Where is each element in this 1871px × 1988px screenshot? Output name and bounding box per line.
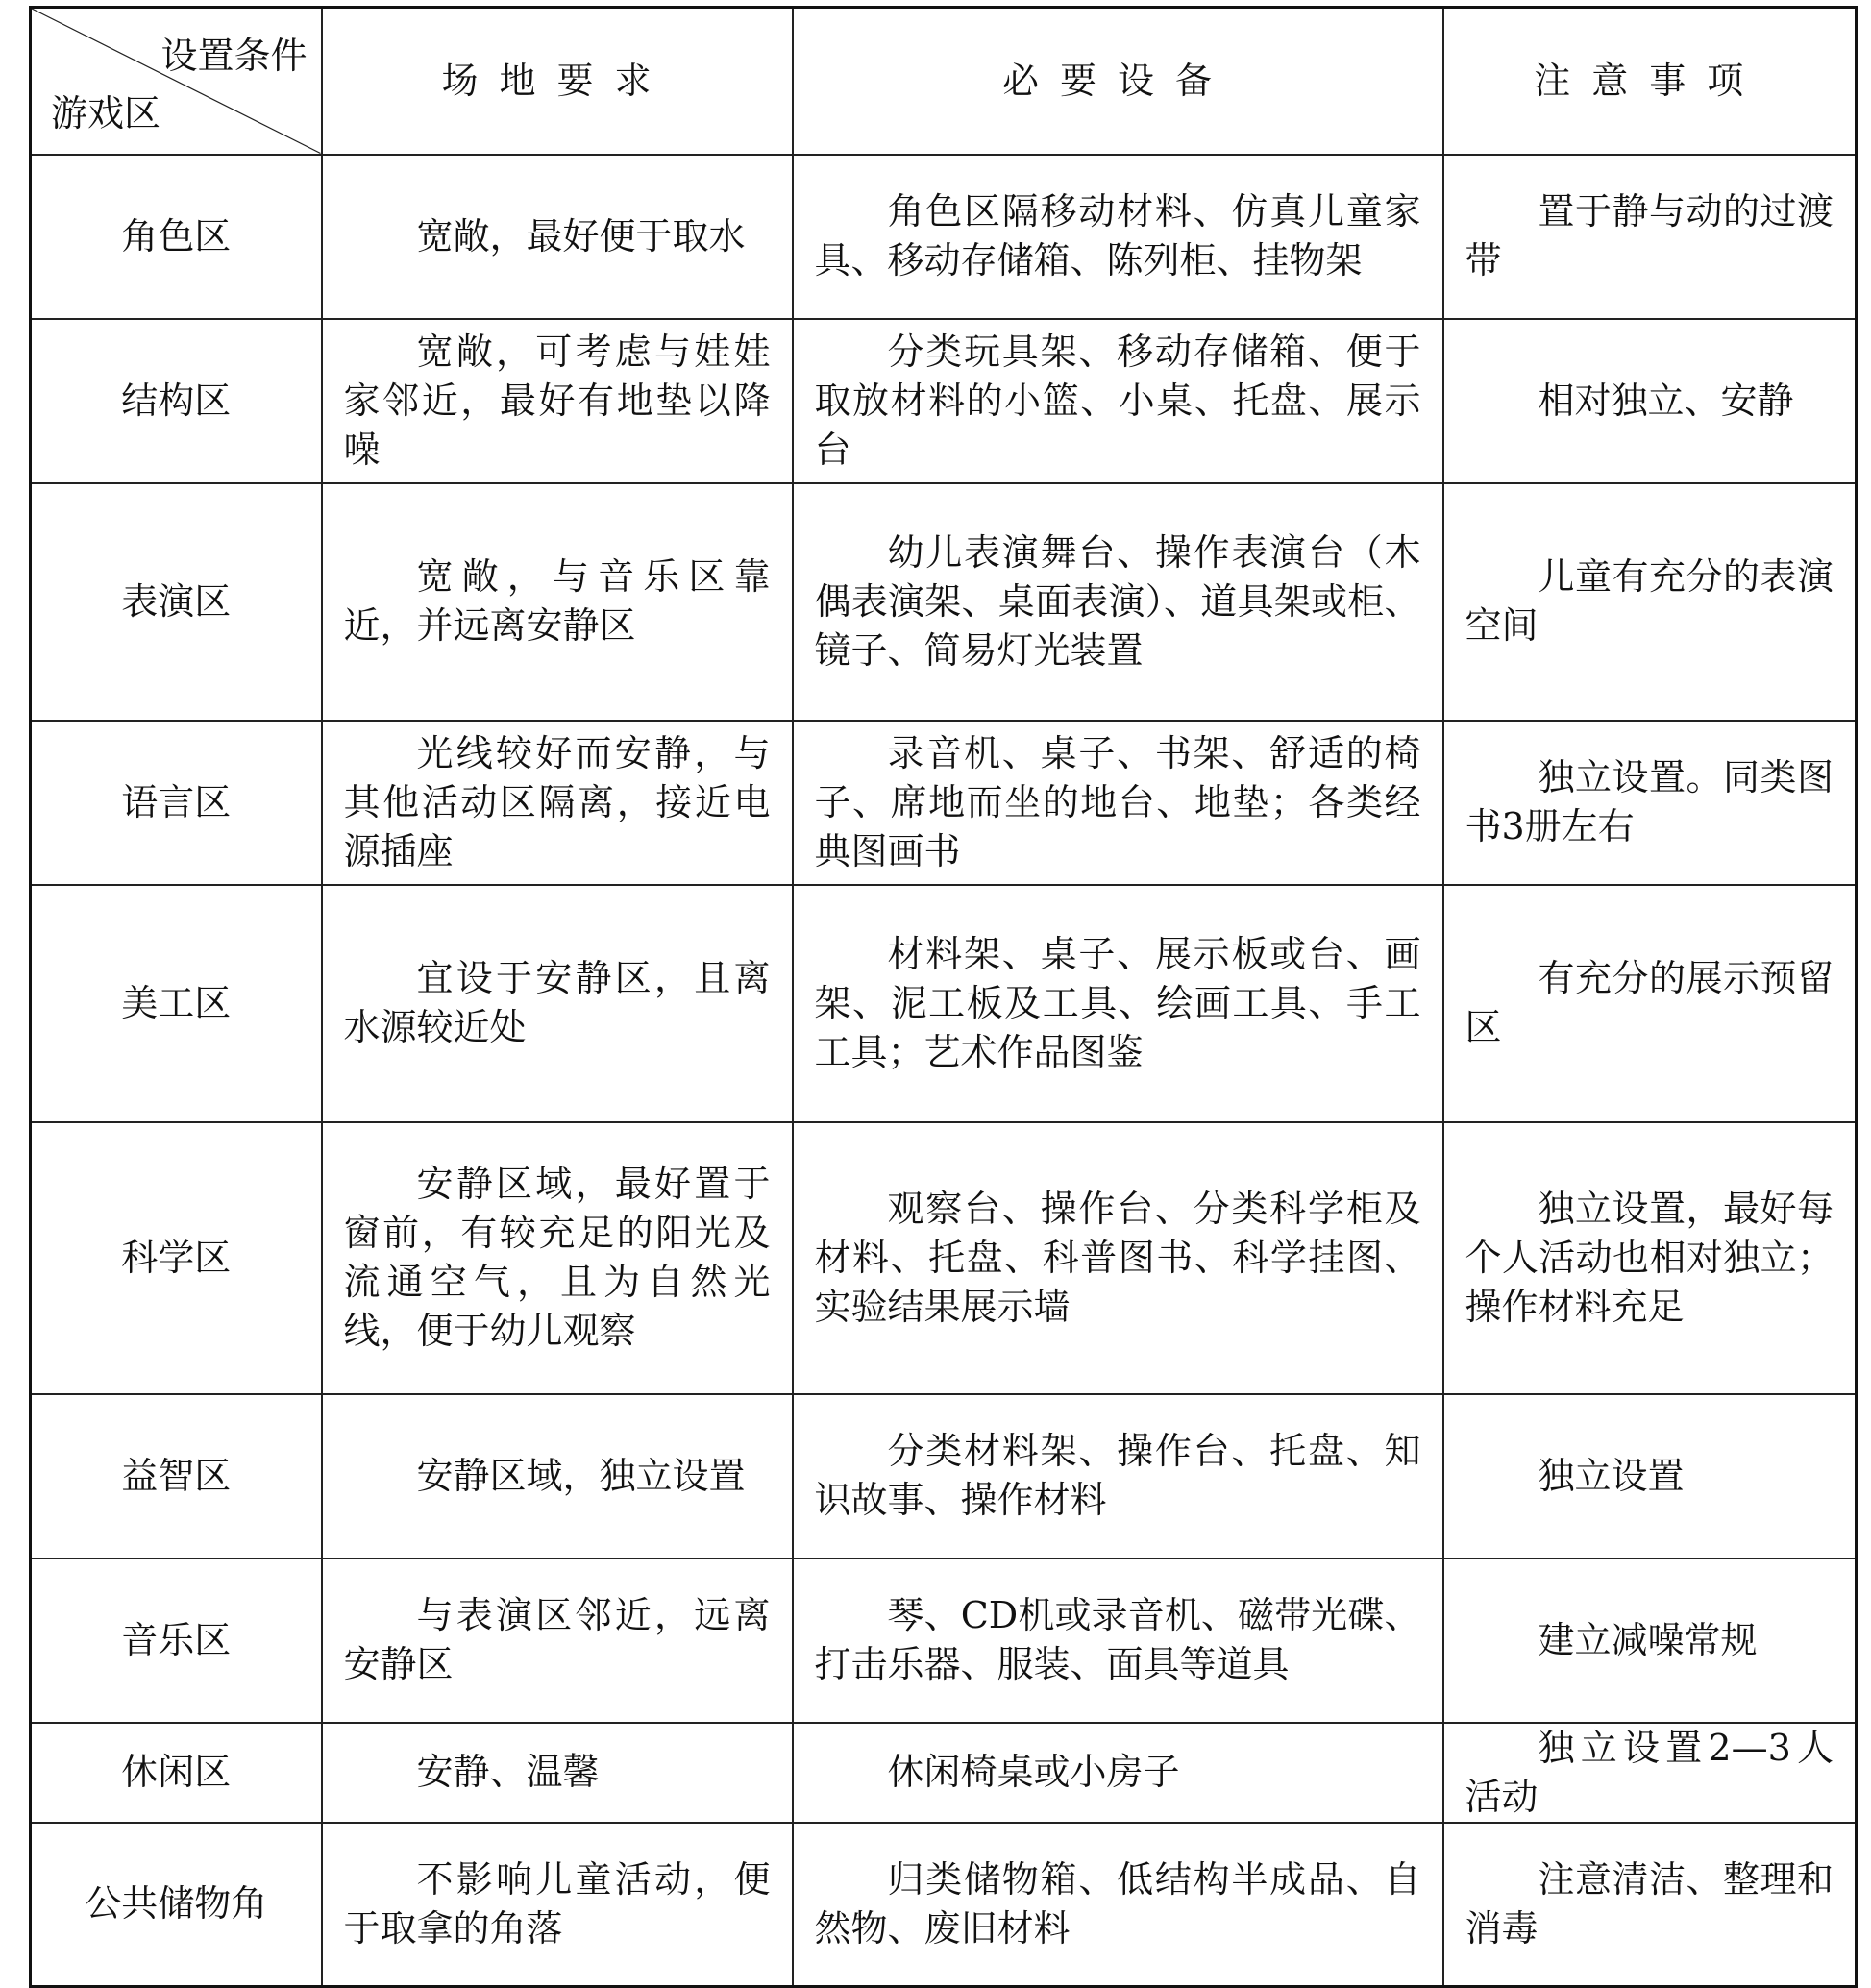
column-header-equipment: 必要设备 (793, 8, 1443, 155)
equipment-cell: 材料架、桌子、展示板或台、画架、泥工板及工具、绘画工具、手工工具；艺术作品图鉴 (793, 885, 1443, 1122)
zone-cell: 表演区 (31, 483, 322, 721)
table-row (31, 483, 1857, 721)
equipment-cell: 观察台、操作台、分类科学柜及材料、托盘、科普图书、科学挂图、实验结果展示墙 (793, 1122, 1443, 1394)
notes-cell: 注意清洁、整理和消毒 (1443, 1823, 1857, 1987)
site-cell: 宽敞，可考虑与娃娃家邻近，最好有地垫以降噪 (322, 319, 793, 483)
equipment-cell: 分类材料架、操作台、托盘、知识故事、操作材料 (793, 1394, 1443, 1558)
table-row (31, 721, 1857, 885)
table-row (31, 155, 1857, 319)
zone-cell: 科学区 (31, 1122, 322, 1394)
site-cell: 宽敞，与音乐区靠近，并远离安静区 (322, 483, 793, 721)
table-row (31, 319, 1857, 483)
table-row (31, 1823, 1857, 1987)
notes-cell: 有充分的展示预留区 (1443, 885, 1857, 1122)
notes-cell: 独立设置。同类图书3册左右 (1443, 721, 1857, 885)
site-cell: 宜设于安静区，且离水源较近处 (322, 885, 793, 1122)
table-row (31, 1122, 1857, 1394)
diagonal-header-cell (31, 8, 322, 155)
site-cell: 光线较好而安静，与其他活动区隔离，接近电源插座 (322, 721, 793, 885)
notes-cell: 置于静与动的过渡带 (1443, 155, 1857, 319)
notes-cell: 建立减噪常规 (1443, 1558, 1857, 1723)
zone-cell: 美工区 (31, 885, 322, 1122)
notes-cell: 儿童有充分的表演空间 (1443, 483, 1857, 721)
equipment-cell: 录音机、桌子、书架、舒适的椅子、席地而坐的地台、地垫；各类经典图画书 (793, 721, 1443, 885)
equipment-cell: 角色区隔移动材料、仿真儿童家具、移动存储箱、陈列柜、挂物架 (793, 155, 1443, 319)
table-row (31, 1394, 1857, 1558)
zone-cell: 语言区 (31, 721, 322, 885)
site-cell: 安静区域，独立设置 (322, 1394, 793, 1558)
site-cell: 不影响儿童活动，便于取拿的角落 (322, 1823, 793, 1987)
zone-cell: 益智区 (31, 1394, 322, 1558)
diagonal-top-label: 设置条件 (160, 35, 308, 77)
site-cell: 宽敞，最好便于取水 (322, 155, 793, 319)
table-row (31, 1558, 1857, 1723)
column-header-site: 场地要求 (322, 8, 793, 155)
zone-cell: 音乐区 (31, 1558, 322, 1723)
play-zone-table (29, 6, 1858, 1988)
equipment-cell: 归类储物箱、低结构半成品、自然物、废旧材料 (793, 1823, 1443, 1987)
site-cell: 安静区域，最好置于窗前，有较充足的阳光及流通空气，且为自然光线，便于幼儿观察 (322, 1122, 793, 1394)
notes-cell: 独立设置 (1443, 1394, 1857, 1558)
table-row (31, 885, 1857, 1122)
site-cell: 与表演区邻近，远离安静区 (322, 1558, 793, 1723)
zone-cell: 角色区 (31, 155, 322, 319)
site-cell: 安静、温馨 (322, 1723, 793, 1823)
equipment-cell: 分类玩具架、移动存储箱、便于取放材料的小篮、小桌、托盘、展示台 (793, 319, 1443, 483)
zone-cell: 公共储物角 (31, 1823, 322, 1987)
zone-cell: 休闲区 (31, 1723, 322, 1823)
header-row (31, 8, 1857, 155)
equipment-cell: 幼儿表演舞台、操作表演台（木偶表演架、桌面表演）、道具架或柜、镜子、简易灯光装置 (793, 483, 1443, 721)
notes-cell: 独立设置，最好每个人活动也相对独立；操作材料充足 (1443, 1122, 1857, 1394)
notes-cell: 相对独立、安静 (1443, 319, 1857, 483)
table-row (31, 1723, 1857, 1823)
notes-cell: 独立设置2—3人活动 (1443, 1723, 1857, 1823)
equipment-cell: 琴、CD机或录音机、磁带光碟、打击乐器、服装、面具等道具 (793, 1558, 1443, 1723)
equipment-cell: 休闲椅桌或小房子 (793, 1723, 1443, 1823)
zone-cell: 结构区 (31, 319, 322, 483)
diagonal-bottom-label: 游戏区 (51, 91, 161, 135)
column-header-notes: 注意事项 (1443, 8, 1857, 155)
